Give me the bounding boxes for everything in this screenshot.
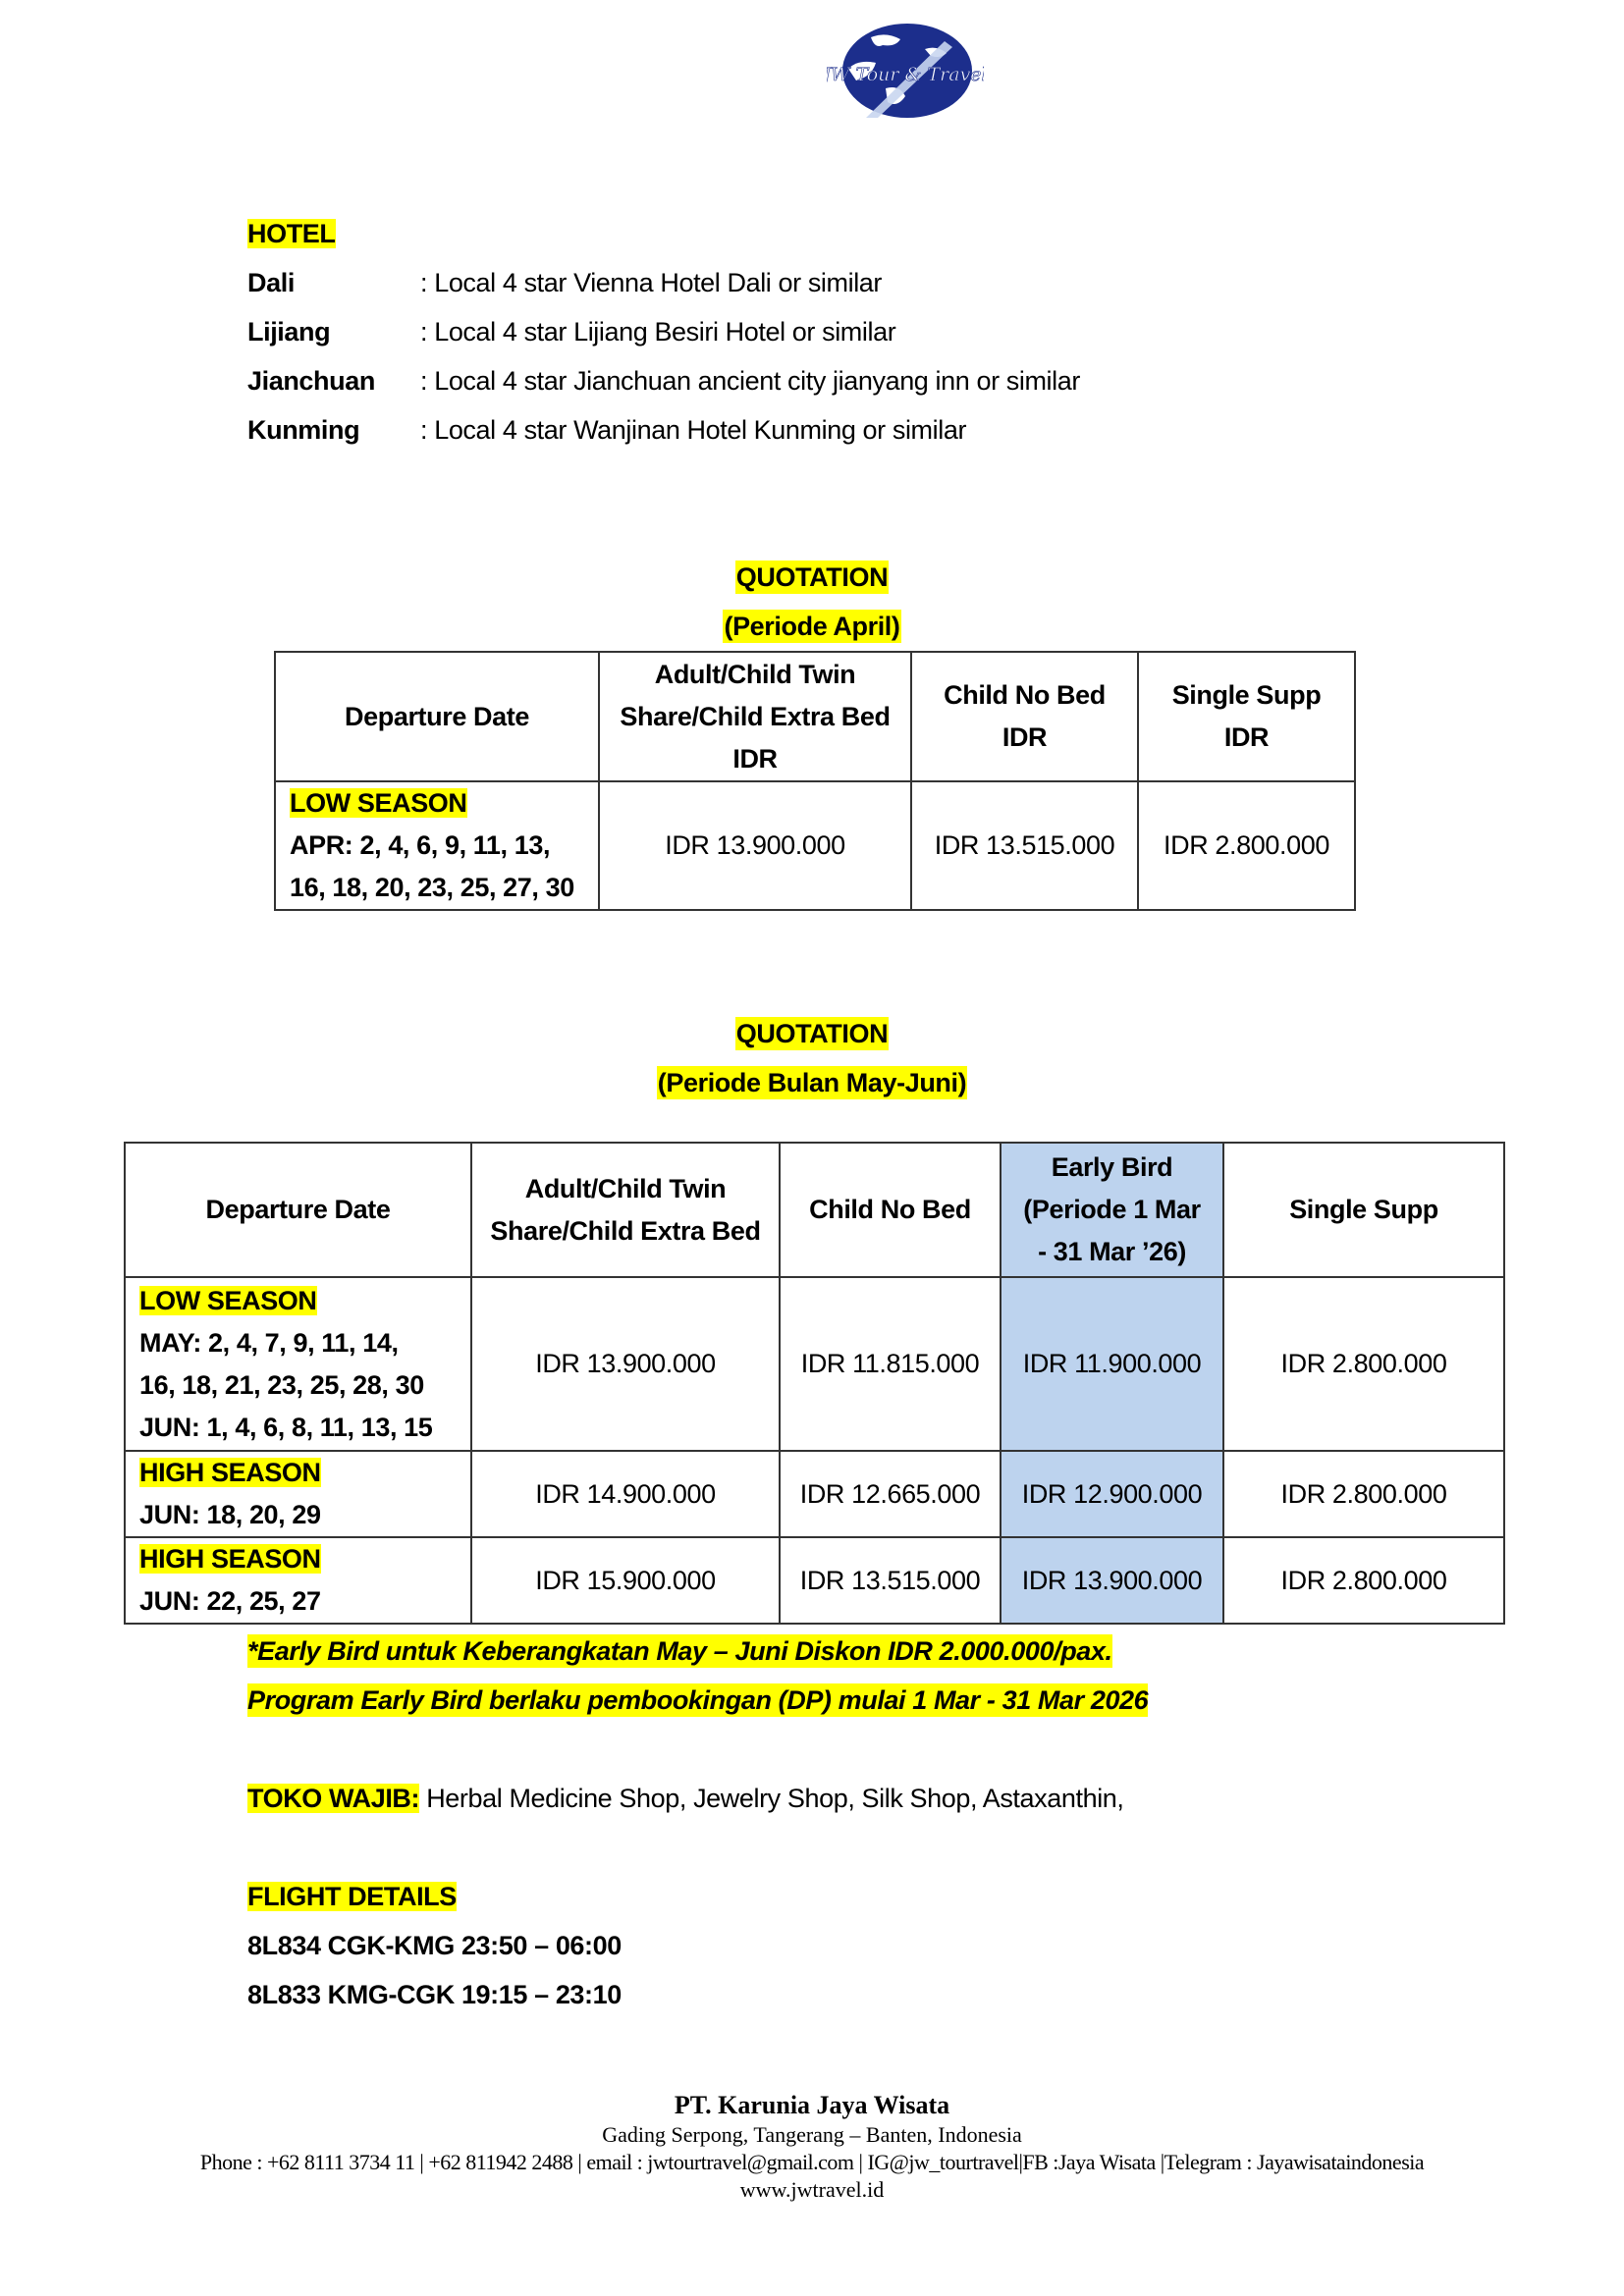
svg-text:JW Tour & Travel: JW Tour & Travel	[827, 64, 984, 85]
flight-item: 8L833 KMG-CGK 19:15 – 23:10	[247, 1980, 622, 2009]
adult-price-cell: IDR 13.900.000	[598, 780, 912, 911]
footer-company: PT. Karunia Jaya Wisata	[674, 2091, 950, 2119]
quotation-2-subtitle: (Periode Bulan May-Juni)	[657, 1068, 967, 1097]
quotation-2-title: QUOTATION	[735, 1019, 889, 1048]
departure-dates-cell: LOW SEASON MAY: 2, 4, 7, 9, 11, 14, 16, 18, 21, 23, 25, 28, 30 JUN: 1, 4, 6, 8, 11, 13, 15	[124, 1276, 472, 1452]
adult-price-cell: IDR 15.900.000	[470, 1536, 781, 1625]
early-bird-note: *Early Bird untuk Keberangkatan May – Juni Diskon IDR 2.000.000/pax.	[247, 1636, 1112, 1666]
header-adult-twin: Adult/Child Twin Share/Child Extra Bed IDR	[598, 651, 912, 782]
footer-contact: Phone : +62 8111 3734 11 | +62 811942 2488 | email : jwtourtravel@gmail.com | IG@jw_tourtravel|FB :Jaya Wisata |Telegram : Jayawisataindonesia	[199, 2150, 1425, 2174]
adult-price-cell: IDR 13.900.000	[470, 1276, 781, 1452]
header-adult-twin: Adult/Child Twin Share/Child Extra Bed	[470, 1142, 781, 1278]
single-supp-price-cell: IDR 2.800.000	[1137, 780, 1356, 911]
quotation-may-june-table	[124, 1142, 1505, 1625]
footer-address: Gading Serpong, Tangerang – Banten, Indonesia	[602, 2122, 1022, 2147]
quotation-april-table	[274, 651, 1356, 911]
flight-item: 8L834 CGK-KMG 23:50 – 06:00	[247, 1931, 622, 1960]
mandatory-shops	[247, 1779, 1124, 1818]
header-child-no-bed: Child No Bed	[779, 1142, 1001, 1278]
early-bird-program-note: Program Early Bird berlaku pembookingan (DP) mulai 1 Mar - 31 Mar 2026	[247, 1685, 1149, 1715]
child-no-bed-price-cell: IDR 12.665.000	[779, 1450, 1001, 1538]
early-bird-price-cell: IDR 11.900.000	[1000, 1276, 1224, 1452]
early-bird-price-cell: IDR 13.900.000	[1000, 1536, 1224, 1625]
header-early-bird: Early Bird (Periode 1 Mar - 31 Mar ’26)	[1000, 1142, 1224, 1278]
header-single-supp: Single Supp IDR	[1137, 651, 1356, 782]
quotation-1-title: QUOTATION	[735, 562, 889, 592]
single-supp-price-cell: IDR 2.800.000	[1222, 1536, 1505, 1625]
child-no-bed-price-cell: IDR 13.515.000	[910, 780, 1139, 911]
hotel-heading: HOTEL	[247, 219, 336, 248]
header-departure-date: Departure Date	[124, 1142, 472, 1278]
quotation-1-subtitle: (Periode April)	[724, 612, 900, 641]
footer-website: www.jwtravel.id	[739, 2177, 885, 2202]
header-single-supp: Single Supp	[1222, 1142, 1505, 1278]
mandatory-shops-list: Herbal Medicine Shop, Jewelry Shop, Silk Shop, Astaxanthin,	[419, 1784, 1124, 1813]
departure-dates-cell: LOW SEASON APR: 2, 4, 6, 9, 11, 13, 16, 18, 20, 23, 25, 27, 30	[274, 780, 600, 911]
child-no-bed-price-cell: IDR 13.515.000	[779, 1536, 1001, 1625]
adult-price-cell: IDR 14.900.000	[470, 1450, 781, 1538]
departure-dates-cell: HIGH SEASON JUN: 18, 20, 29	[124, 1450, 472, 1538]
early-bird-price-cell: IDR 12.900.000	[1000, 1450, 1224, 1538]
child-no-bed-price-cell: IDR 11.815.000	[779, 1276, 1001, 1452]
globe-logo-icon	[827, 20, 984, 123]
mandatory-shops-label: TOKO WAJIB:	[247, 1784, 420, 1813]
departure-dates-cell: HIGH SEASON JUN: 22, 25, 27	[124, 1536, 472, 1625]
flight-details-heading: FLIGHT DETAILS	[247, 1882, 457, 1911]
header-departure-date: Departure Date	[274, 651, 600, 782]
single-supp-price-cell: IDR 2.800.000	[1222, 1450, 1505, 1538]
single-supp-price-cell: IDR 2.800.000	[1222, 1276, 1505, 1452]
company-logo	[827, 20, 984, 123]
header-child-no-bed: Child No Bed IDR	[910, 651, 1139, 782]
